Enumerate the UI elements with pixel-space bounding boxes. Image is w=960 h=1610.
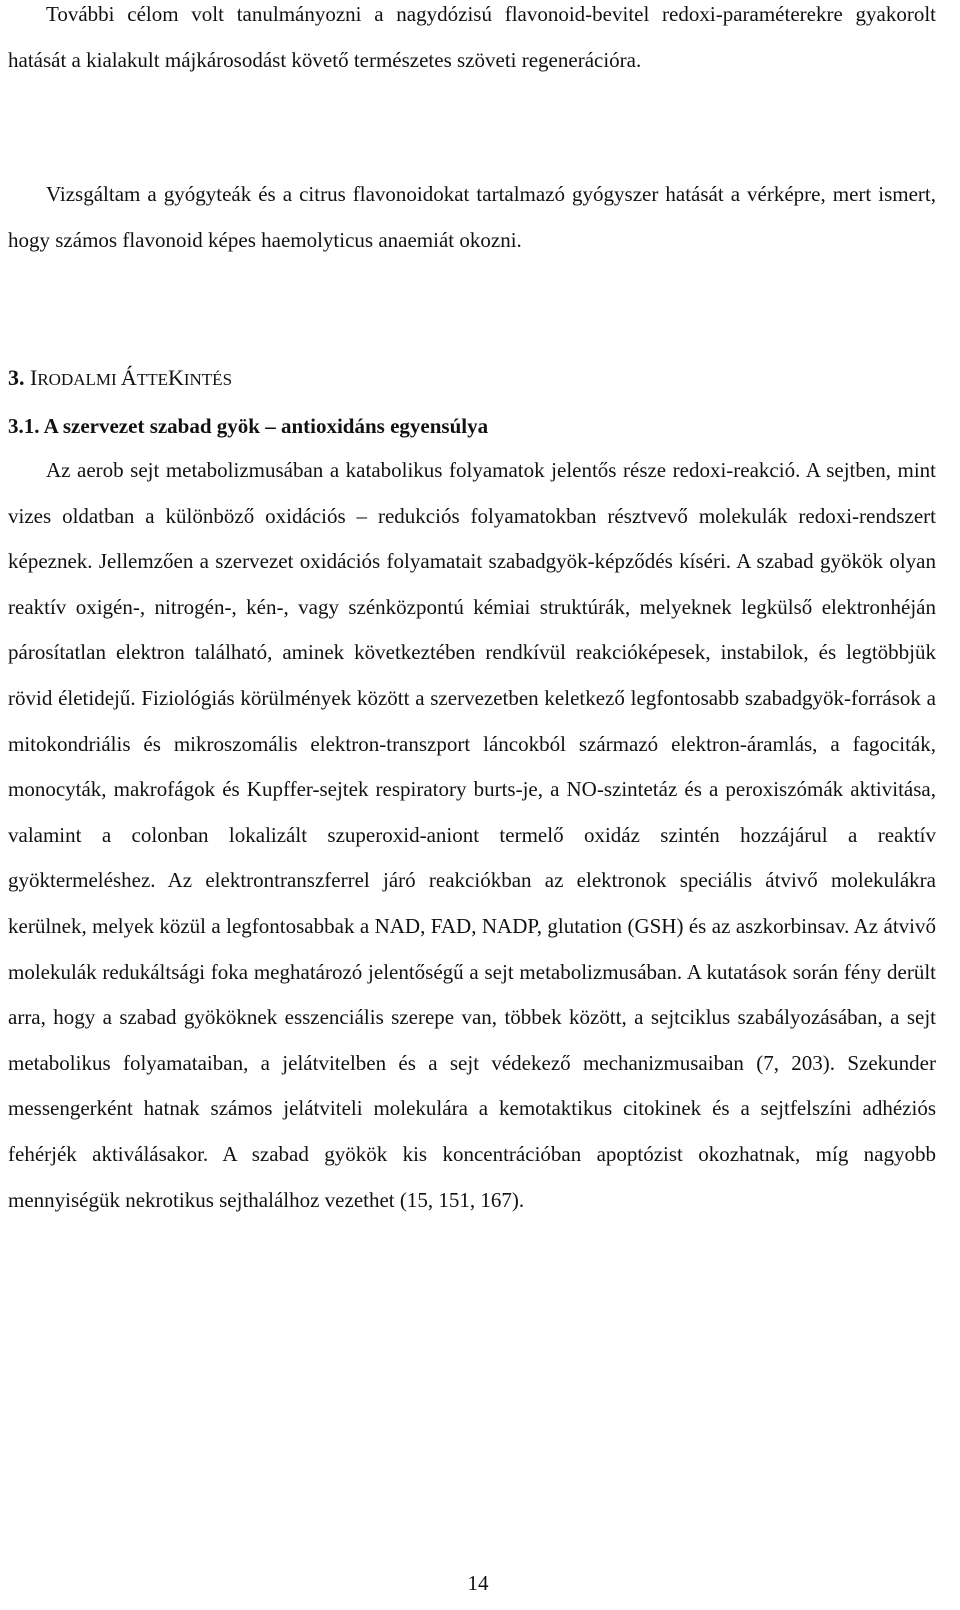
intro-paragraph-2: Vizsgáltam a gyógyteák és a citrus flavonoidokat tartalmazó gyógyszer hatását a vérképre, mert ismert, hogy számos flavonoid képes haemolyticus anaemiát okozni. [8, 182, 936, 252]
section-heading [8, 358, 232, 400]
body-paragraph: Az aerob sejt metabolizmusában a katabolikus folyamatok jelentős része redoxi-reakció. A sejtben, mint vizes oldatban a különböző oxidációs – redukciós folyamatokban résztvevő molekulák redoxi-rendszert képeznek. Jellemzően a szervezet oxidációs folyamatait szabadgyök-képződés kíséri. A szabad gyökök olyan reaktív oxigén-, nitrogén-, kén-, vagy szénközpontú kémiai struktúrák, melyeknek legkülső elektronhéján párosítatlan elektron található, aminek következtében rendkívül reakcióképesek, instabilok, és legtöbbjük rövid életidejű. Fiziológiás körülmények között a szervezetben keletkező legfontosabb szabadgyök-források a mitokondriális és mikroszomális elektron-transzport láncokból származó elektron-áramlás, a fagociták, monocyták, makrofágok és Kupffer-sejtek respiratory burts-je, a NO-szintetáz és a peroxiszómák aktivitása, valamint a colonban lokalizált szuperoxid-aniont termelő oxidáz szintén hozzájárul a reaktív gyöktermeléshez. Az elektrontranszferrel járó reakciókban az elektronok speciális átvivő molekulákra kerülnek, melyek közül a legfontosabbak a NAD, FAD, NADP, glutation (GSH) és az aszkorbinsav. Az átvivő molekulák redukáltsági foka meghatározó jelentőségű a sejt metabolizmusában. A kutatások során fény derült arra, hogy a szabad gyököknek esszenciális szerepe van, többek között, a sejtciklus szabályozásában, a sejt metabolikus folyamataiban, a jelátvitelben és a sejt védekező mechanizmusaiban (7, 203). Szekunder messengerként hatnak számos jelátviteli molekulára a kemotaktikus citokinek és a sejtfelszíni adhéziós fehérjék aktiválásakor. A szabad gyökök kis koncentrációban apoptózist okozhatnak, míg nagyobb mennyiségük nekrotikus sejthalálhoz vezethet (15, 151, 167). [8, 458, 936, 1212]
subsection-heading: 3.1. A szervezet szabad gyök – antioxidáns egyensúlya [8, 414, 489, 438]
section-title: IRODALMI ÁTTEKINTÉS [30, 365, 233, 390]
section-number: 3. [8, 365, 25, 390]
intro-paragraph-1: További célom volt tanulmányozni a nagydózisú flavonoid-bevitel redoxi-paraméterekre gyakorolt hatását a kialakult májkárosodást követő természetes szöveti regenerációra. [8, 2, 936, 72]
document-page [8, 0, 936, 1610]
page-number: 14 [467, 1571, 489, 1595]
